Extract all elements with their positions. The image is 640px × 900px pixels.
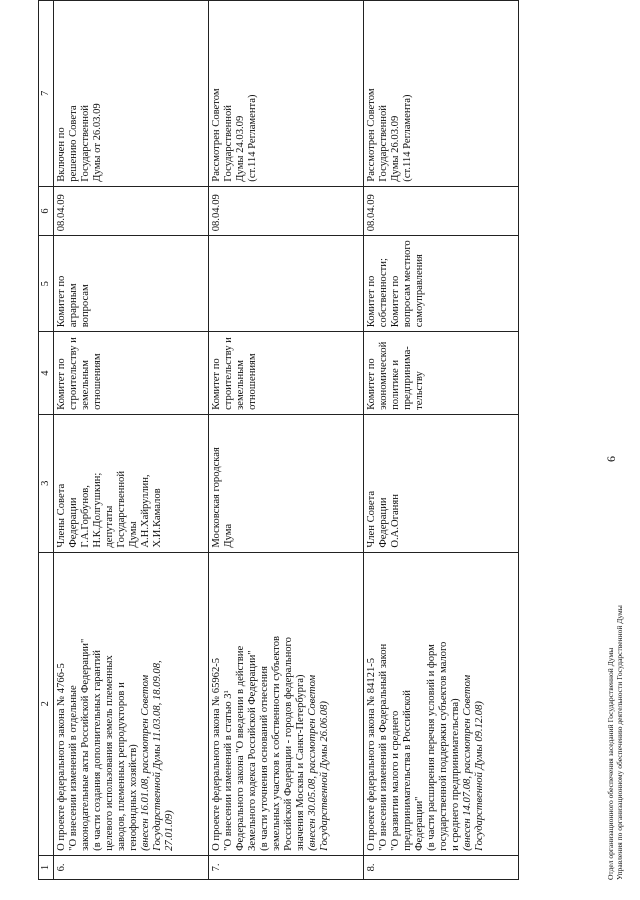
- initiator-line: Члены Совета: [56, 483, 67, 548]
- decision-line: Включен по: [56, 127, 67, 182]
- bill-description-line: Федерации": [414, 796, 425, 851]
- date-cell: 08.04.09: [209, 186, 364, 236]
- committee-line: отношениям: [92, 353, 103, 410]
- co-executor-line: самоуправления: [414, 254, 425, 328]
- co-executor-cell: [54, 236, 209, 332]
- decision-cell: [54, 1, 209, 187]
- initiator-line: Х.И.Камалов: [152, 488, 163, 548]
- initiator-line: О.А.Оганян: [390, 494, 401, 548]
- row-number: 6.: [54, 855, 209, 879]
- bill-description-line: Российской Федерации - городов федерального: [283, 637, 294, 851]
- committee-line: экономической: [378, 341, 389, 410]
- committee-line: предпринима-: [402, 346, 413, 410]
- decision-line: Рассмотрен Советом: [211, 88, 222, 182]
- bill-description-line: Земельного кодекса Российской Федерации": [247, 650, 258, 851]
- bill-description-line: и среднего предпринимательства): [450, 698, 461, 851]
- bill-status-note: Государственной Думы 11.03.08, 18.09.08,: [152, 660, 163, 851]
- initiator-line: Федерации: [378, 497, 389, 548]
- column-header: 3: [39, 414, 54, 552]
- bill-description-line: "О внесении изменений в отдельные: [68, 685, 79, 851]
- initiator-cell: [364, 414, 519, 552]
- committee-line: отношениям: [247, 353, 258, 410]
- committee-line: тельству: [414, 371, 425, 410]
- bill-description-line: Федерального закона "О введении в действие: [235, 645, 246, 851]
- footer-directorate: Управления по организационному обеспечению деятельности Государственной Думы: [615, 605, 624, 880]
- bill-description-line: заводов, племенных репродукторов и: [116, 682, 127, 851]
- responsible-committee-cell: [364, 332, 519, 415]
- co-executor-line: аграрным: [68, 283, 79, 328]
- row-number: 8.: [364, 855, 519, 879]
- initiator-line: Государственной: [116, 471, 127, 548]
- bill-description-line: (в части уточнения оснований отнесения: [259, 666, 270, 851]
- decision-line: Государственной: [378, 105, 389, 182]
- bill-description-line: целевого использования земель племенных: [104, 655, 115, 851]
- bill-status-note: (внесен 30.05.08, рассмотрен Советом: [307, 674, 318, 851]
- bill-description-line: О проекте федерального закона № 4766-5: [56, 663, 67, 851]
- bill-status-note: Государственной Думы 09.12.08): [474, 701, 485, 851]
- decision-line: Думы 26.03.09: [390, 115, 401, 182]
- initiator-line: Думы: [128, 521, 139, 548]
- committee-line: Комитет по: [56, 358, 67, 410]
- decision-line: решению Совета: [68, 105, 79, 182]
- committee-line: земельным: [80, 360, 91, 410]
- initiator-line: Московская городская: [211, 447, 222, 548]
- bill-description-line: "О внесении изменений в Федеральный закон: [378, 643, 389, 851]
- committee-line: строительству и: [68, 337, 79, 410]
- table-header-row: [39, 1, 54, 880]
- column-header: 6: [39, 186, 54, 236]
- initiator-line: депутаты: [104, 505, 115, 548]
- bill-description-line: "О развитии малого и среднего: [390, 710, 401, 851]
- decision-line: Государственной: [223, 105, 234, 182]
- initiator-line: Член Совета: [366, 490, 377, 548]
- footer-department: Отдел организационного обеспечения заседаний Государственной Думы: [606, 647, 615, 880]
- co-executor-line: вопросам: [80, 284, 91, 328]
- bill-description-cell: [364, 552, 519, 855]
- responsible-committee-cell: [209, 332, 364, 415]
- decision-cell: [209, 1, 364, 187]
- page-number: 6: [604, 456, 618, 462]
- bill-description-cell: [209, 552, 364, 855]
- decision-cell: [364, 1, 519, 187]
- initiator-line: Дума: [223, 523, 234, 548]
- bill-description-line: генофондных хозяйств): [128, 744, 139, 851]
- committee-line: Комитет по: [211, 358, 222, 410]
- table-row: [364, 1, 519, 880]
- decision-line: (ст.114 Регламента): [247, 94, 258, 182]
- co-executor-line: вопросам местного: [402, 240, 413, 328]
- initiator-line: А.Н.Хайруллин,: [140, 474, 151, 548]
- column-header: 7: [39, 1, 54, 187]
- committee-line: Комитет по: [366, 358, 377, 410]
- bill-description-line: законодательные акты Российской Федерации": [80, 638, 91, 851]
- column-header: 4: [39, 332, 54, 415]
- bill-status-note: 27.01.09): [164, 810, 175, 851]
- decision-line: Государственной: [80, 105, 91, 182]
- initiator-line: Федерации: [68, 497, 79, 548]
- bill-description-line: О проекте федерального закона № 84121-5: [366, 657, 377, 851]
- committee-line: политике и: [390, 359, 401, 410]
- committee-line: земельным: [235, 360, 246, 410]
- co-executor-cell: [209, 236, 364, 332]
- initiator-line: Н.К.Долгушкин;: [92, 472, 103, 548]
- co-executor-line: собственности;: [378, 258, 389, 328]
- bill-description-line: (в части расширения перечня условий и форм: [426, 644, 437, 851]
- bill-description-line: предпринимательства в Российской: [402, 690, 413, 851]
- decision-line: Думы 24.03.09: [235, 115, 246, 182]
- bill-status-note: Государственной Думы 26.06.08): [319, 701, 330, 851]
- initiator-line: Г.А.Горбунов,: [80, 485, 91, 548]
- column-header: 1: [39, 855, 54, 879]
- column-header: 5: [39, 236, 54, 332]
- bill-description-line: значения Москвы и Санкт-Петербурга): [295, 674, 306, 851]
- co-executor-line: Комитет по: [366, 275, 377, 328]
- table-row: [54, 1, 209, 880]
- bill-description-line: "О внесении изменений в статью 3¹: [223, 690, 234, 851]
- bill-description-line: О проекте федерального закона № 65962-5: [211, 657, 222, 851]
- co-executor-line: Комитет по: [390, 275, 401, 328]
- date-cell: 08.04.09: [54, 186, 209, 236]
- bills-table: [38, 0, 519, 880]
- committee-line: строительству и: [223, 337, 234, 410]
- date-cell: 08.04.09: [364, 186, 519, 236]
- initiator-cell: [54, 414, 209, 552]
- decision-line: Рассмотрен Советом: [366, 88, 377, 182]
- co-executor-line: Комитет по: [56, 275, 67, 328]
- decision-line: (ст.114 Регламента): [402, 94, 413, 182]
- column-header: 2: [39, 552, 54, 855]
- initiator-cell: [209, 414, 364, 552]
- responsible-committee-cell: [54, 332, 209, 415]
- decision-line: Думы от 26.03.09: [92, 103, 103, 182]
- row-number: 7.: [209, 855, 364, 879]
- bill-description-line: (в части создания дополнительных гарантий: [92, 650, 103, 851]
- bill-description-line: земельных участков к собственности субъектов: [271, 635, 282, 851]
- bill-status-note: (внесен 14.07.08, рассмотрен Советом: [462, 674, 473, 851]
- bill-status-note: (внесен 16.01.08, рассмотрен Советом: [140, 674, 151, 851]
- bill-description-cell: [54, 552, 209, 855]
- table-row: [209, 1, 364, 880]
- bill-description-line: государственной поддержки субъектов малого: [438, 641, 449, 851]
- co-executor-cell: [364, 236, 519, 332]
